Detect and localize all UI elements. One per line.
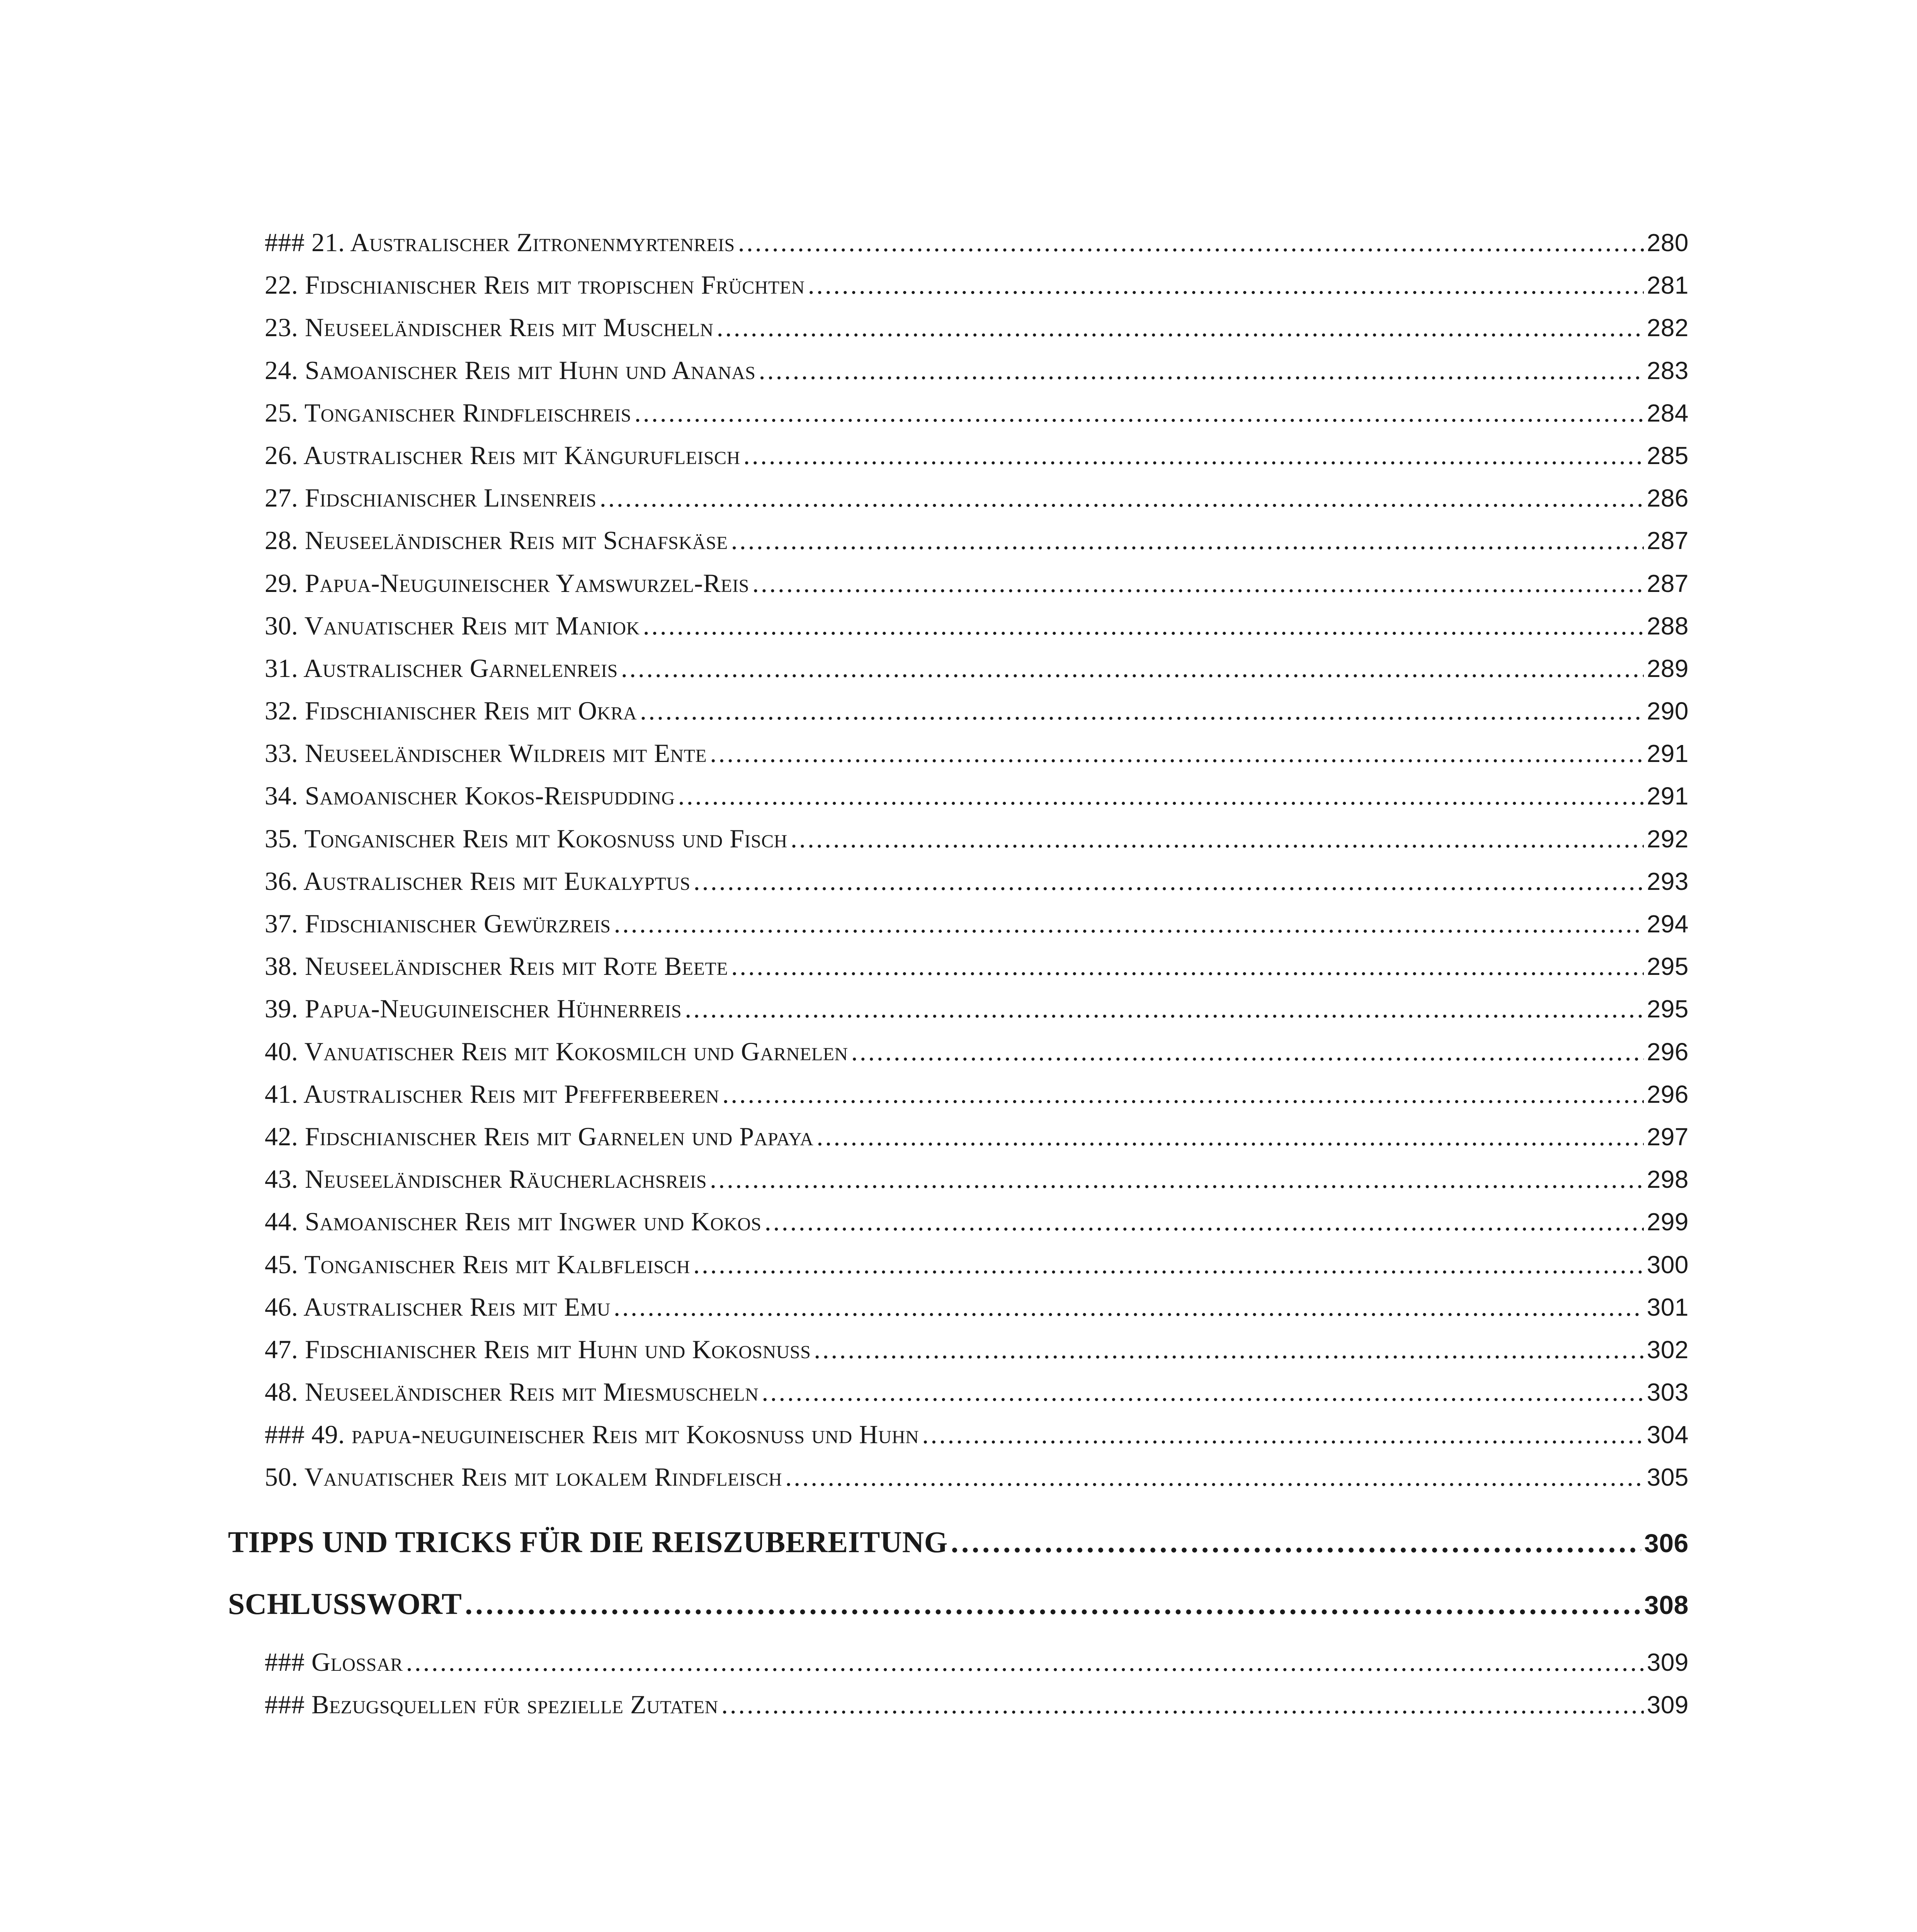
toc-entry[interactable] [228,1419,1689,1462]
toc-entry[interactable] [228,1036,1689,1079]
dot-leader [731,951,1644,981]
toc-entry[interactable] [228,440,1689,483]
toc-entry-page: 297 [1647,1122,1689,1151]
toc-entry[interactable] [228,483,1689,525]
toc-section-page: 306 [1644,1528,1689,1558]
dot-leader [743,440,1644,471]
toc-entry-page: 304 [1647,1421,1689,1449]
toc-entry-title: 40. Vanuatischer Reis mit Kokosmilch und Garnelen [265,1036,848,1066]
toc-entry-page: 292 [1647,825,1689,853]
toc-entry-page: 289 [1647,654,1689,682]
toc-entry[interactable] [228,653,1689,696]
toc-entry[interactable] [228,908,1689,951]
toc-entry-title: 50. Vanuatischer Reis mit lokalem Rindfleisch [265,1462,782,1492]
toc-entry[interactable] [228,611,1689,653]
toc-entry-title: 37. Fidschianischer Gewürzreis [265,909,611,938]
toc-entry-page: 286 [1647,484,1689,512]
dot-leader [717,312,1644,343]
toc-entry[interactable] [228,823,1689,866]
table-of-contents [228,227,1689,1732]
toc-entry[interactable] [228,1647,1689,1689]
toc-entry-page: 298 [1647,1165,1689,1194]
toc-entry[interactable] [228,866,1689,908]
dot-leader [406,1647,1644,1677]
toc-entry[interactable] [228,1206,1689,1249]
dot-leader [851,1036,1644,1067]
toc-entry-title: 42. Fidschianischer Reis mit Garnelen und Papaya [265,1121,814,1151]
toc-entry-title: 28. Neuseeländischer Reis mit Schafskäse [265,526,728,555]
dot-leader [710,738,1644,769]
toc-section-page: 308 [1644,1590,1689,1620]
toc-entry-page: 295 [1647,952,1689,981]
dot-leader [759,355,1644,386]
dot-leader [621,653,1644,684]
toc-section-title: TIPPS UND TRICKS FÜR DIE REISZUBEREITUNG [228,1525,948,1559]
toc-entry-page: 299 [1647,1208,1689,1236]
dot-leader [710,1164,1644,1194]
dot-leader [634,398,1644,428]
dot-leader [722,1079,1643,1109]
toc-entry-page: 305 [1647,1463,1689,1492]
dot-leader [678,781,1644,811]
toc-entry-title: 26. Australischer Reis mit Kängurufleisch [265,440,740,470]
toc-entry-title: 35. Tonganischer Reis mit Kokosnuss und Fisch [265,823,788,853]
toc-entry-page: 290 [1647,697,1689,725]
toc-entry-title: ### Glossar [265,1647,403,1677]
toc-entry[interactable] [228,696,1689,738]
dot-leader [465,1587,1641,1621]
toc-entry[interactable] [228,1121,1689,1164]
toc-entry-title: 41. Australischer Reis mit Pfefferbeeren [265,1079,720,1109]
toc-entry-title: 45. Tonganischer Reis mit Kalbfleisch [265,1249,690,1279]
dot-leader [640,696,1644,726]
toc-entry-title: ### 21. Australischer Zitronenmyrtenreis [265,228,735,257]
toc-entry[interactable] [228,781,1689,823]
toc-entry-page: 291 [1647,782,1689,810]
toc-entry-page: 295 [1647,995,1689,1023]
dot-leader [791,823,1644,854]
toc-entry-title: ### 49. papua-neuguineischer Reis mit Kokosnuss und Huhn [265,1420,919,1449]
toc-entry-title: 27. Fidschianischer Linsenreis [265,483,597,513]
toc-entry-title: 22. Fidschianischer Reis mit tropischen Früchten [265,270,805,300]
toc-entry-page: 282 [1647,314,1689,342]
toc-entry-page: 287 [1647,527,1689,555]
dot-leader [721,1689,1644,1720]
toc-entry[interactable] [228,1292,1689,1334]
dot-leader [951,1525,1641,1560]
dot-leader [614,1292,1644,1322]
toc-entry[interactable] [228,355,1689,398]
toc-entry[interactable] [228,1164,1689,1206]
dot-leader [816,1121,1643,1152]
toc-entry-title: 46. Australischer Reis mit Emu [265,1292,611,1321]
toc-entry-page: 281 [1647,271,1689,299]
toc-entry-page: 294 [1647,910,1689,938]
toc-entry[interactable] [228,525,1689,568]
toc-entry-title: ### Bezugsquellen für spezielle Zutaten [265,1689,718,1719]
toc-entry-page: 285 [1647,441,1689,469]
toc-section[interactable] [228,1525,1689,1567]
toc-section-title: SCHLUSSWORT [228,1587,462,1621]
toc-entry-page: 309 [1647,1690,1689,1719]
dot-leader [762,1377,1643,1407]
dot-leader [922,1419,1644,1450]
dot-leader [685,993,1644,1024]
toc-entry-page: 293 [1647,867,1689,895]
toc-entry-title: 48. Neuseeländischer Reis mit Miesmuscheln [265,1377,759,1407]
toc-entry-page: 301 [1647,1293,1689,1321]
toc-entry-title: 47. Fidschianischer Reis mit Huhn und Kokosnuss [265,1334,811,1364]
dot-leader [814,1334,1643,1365]
dot-leader [752,568,1644,599]
toc-entry-page: 309 [1647,1648,1689,1676]
toc-entry-page: 296 [1647,1037,1689,1066]
toc-entry-page: 283 [1647,356,1689,384]
toc-entry[interactable] [228,227,1689,270]
toc-entry-title: 23. Neuseeländischer Reis mit Muscheln [265,313,714,342]
dot-leader [643,611,1644,641]
toc-entry-title: 34. Samoanischer Kokos-Reispudding [265,781,675,811]
toc-entry-title: 36. Australischer Reis mit Eukalyptus [265,866,691,896]
toc-entry[interactable] [228,312,1689,355]
toc-entry[interactable] [228,1334,1689,1377]
toc-entry-title: 29. Papua-Neuguineischer Yamswurzel-Reis [265,568,749,598]
dot-leader [808,270,1644,300]
toc-entry-page: 303 [1647,1378,1689,1406]
toc-entry-title: 33. Neuseeländischer Wildreis mit Ente [265,738,707,768]
toc-entry-page: 302 [1647,1335,1689,1364]
toc-entry[interactable] [228,738,1689,781]
dot-leader [614,908,1644,939]
toc-entry-page: 300 [1647,1250,1689,1279]
toc-entry[interactable] [228,1689,1689,1732]
toc-entry-page: 284 [1647,399,1689,427]
toc-entry-page: 291 [1647,740,1689,768]
toc-entry-page: 288 [1647,612,1689,640]
toc-entry-page: 296 [1647,1080,1689,1108]
toc-entry-title: 39. Papua-Neuguineischer Hühnerreis [265,994,682,1024]
dot-leader [600,483,1644,513]
toc-entry-title: 24. Samoanischer Reis mit Huhn und Ananas [265,355,756,385]
toc-entry[interactable] [228,568,1689,611]
toc-entry-title: 25. Tonganischer Rindfleischreis [265,398,631,427]
toc-entry-page: 287 [1647,569,1689,597]
toc-entry[interactable] [228,1079,1689,1121]
toc-entry[interactable] [228,951,1689,993]
toc-entry[interactable] [228,1377,1689,1419]
toc-entry-title: 44. Samoanischer Reis mit Ingwer und Kokos [265,1207,762,1236]
toc-entry-title: 38. Neuseeländischer Reis mit Rote Beete [265,951,728,981]
toc-section[interactable] [228,1587,1689,1629]
toc-entry-title: 43. Neuseeländischer Räucherlachsreis [265,1164,707,1194]
toc-entry-page: 280 [1647,229,1689,257]
toc-entry[interactable] [228,1462,1689,1504]
toc-entry-title: 32. Fidschianischer Reis mit Okra [265,696,637,726]
toc-entry-title: 31. Australischer Garnelenreis [265,653,618,683]
toc-entry[interactable] [228,270,1689,312]
dot-leader [694,866,1644,896]
toc-entry[interactable] [228,993,1689,1036]
toc-entry[interactable] [228,1249,1689,1292]
dot-leader [738,227,1644,258]
toc-entry-title: 30. Vanuatischer Reis mit Maniok [265,611,640,640]
dot-leader [765,1206,1644,1237]
dot-leader [693,1249,1644,1280]
dot-leader [785,1462,1644,1492]
toc-entry[interactable] [228,398,1689,440]
dot-leader [731,525,1644,556]
